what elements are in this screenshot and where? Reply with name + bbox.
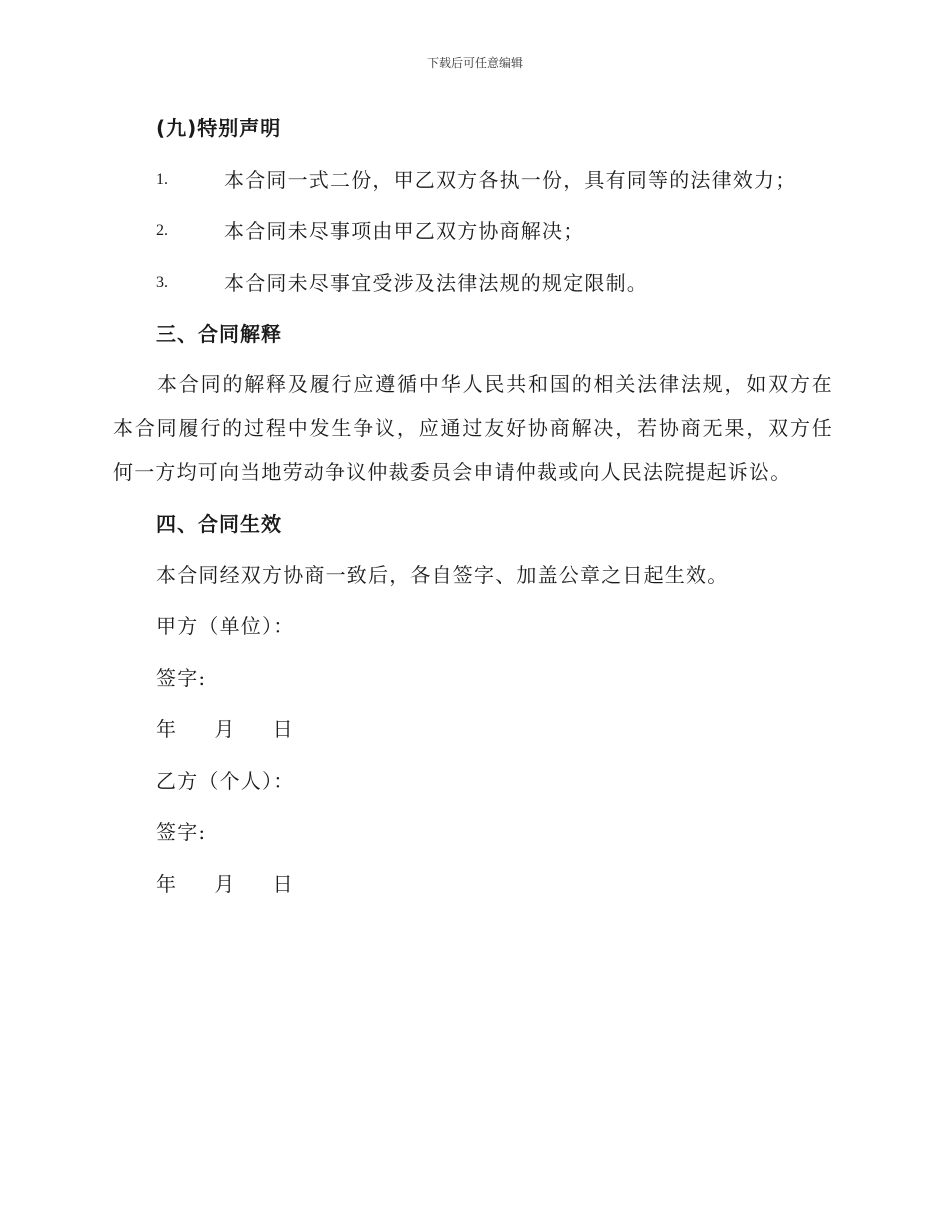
party-b-label: 乙方（个人）： — [156, 769, 295, 793]
interpretation-heading: 三、合同解释 — [156, 322, 282, 346]
party-b-signature-label: 签字: — [156, 820, 207, 844]
interpretation-body: 本合同的解释及履行应遵循中华人民共和国的相关法律法规，如双方在本合同履行的过程中发生争议，应通过友好协商解决，若协商无果，双方任何一方均可向当地劳动争议仲裁委员会申请仲裁或向人民法院提起诉讼。 — [113, 372, 833, 484]
party-b-date-year: 年 — [156, 872, 178, 896]
special-item-1-text: 本合同一式二份，甲乙双方各执一份，具有同等的法律效力； — [224, 168, 797, 192]
party-a-label: 甲方（单位）： — [156, 614, 295, 638]
special-statement-heading: (九)特别声明 — [156, 116, 282, 140]
party-a-date-year: 年 — [156, 717, 178, 741]
party-b-date-day: 日 — [272, 872, 294, 896]
special-item-2-text: 本合同未尽事项由甲乙双方协商解决； — [224, 219, 585, 243]
effect-body: 本合同经双方协商一致后，各自签字、加盖公章之日起生效。 — [156, 563, 729, 587]
party-a-date-month: 月 — [214, 717, 236, 741]
party-a-date-day: 日 — [272, 717, 294, 741]
effect-heading: 四、合同生效 — [156, 512, 282, 536]
special-item-2-number: 2. — [156, 222, 168, 239]
party-a-signature-label: 签字: — [156, 666, 207, 690]
party-a-date — [156, 715, 294, 743]
party-b-date-month: 月 — [214, 872, 236, 896]
special-item-3-number: 3. — [156, 274, 168, 291]
special-item-3-text: 本合同未尽事宜受涉及法律法规的规定限制。 — [224, 271, 648, 295]
party-b-date — [156, 870, 294, 898]
page-header-note: 下载后可任意编辑 — [426, 56, 523, 70]
special-item-1-number: 1. — [156, 171, 168, 188]
